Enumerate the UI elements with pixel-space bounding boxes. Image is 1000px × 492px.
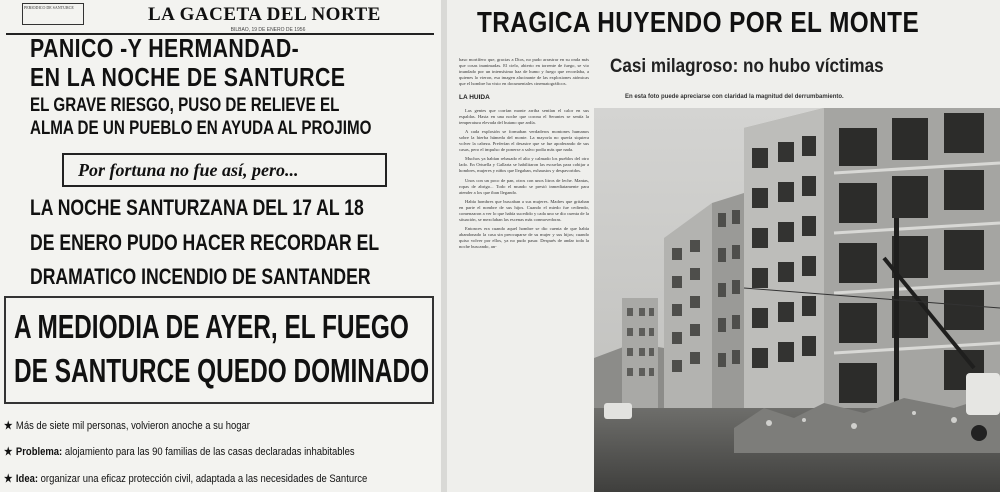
section-heading: LA HUIDA — [459, 94, 490, 102]
article-paragraph: Había hombres que buscaban a sus mujeres. Madres que gritaban en parte el nombre de sus hijos. Cuando el miedo fue cediendo, comenzaron a ver lo que había sucedido y cada uno se dio cuenta de la situación, se mezclaban las escenas más conmovedoras. — [459, 198, 589, 223]
headline-mediodia: A MEDIODIA DE AYER, EL FUEGO — [14, 308, 409, 345]
star-bullet-icon: ★ — [4, 473, 13, 485]
page-subtitle: Casi milagroso: no hubo víctimas — [610, 56, 884, 77]
headline-incendio-santander: DRAMATICO INCENDIO DE SANTANDER — [30, 264, 371, 289]
article-paragraph: A cada explosión se formaban verdaderos montones humanos sobre la hierba húmeda del monte. La mayoría no quería siquiera volver la cabeza. Preferían el desastre que se fue apoderando de sus casas, pero el impulso de ponerse a salvo podía más que nada. — [459, 128, 589, 153]
masthead-box — [22, 3, 84, 25]
left-newspaper-page — [0, 0, 441, 492]
star-bullet-icon: ★ — [4, 446, 13, 458]
photo-caption: En esta foto puede apreciarse con claridad la magnitud del derrumbamiento. — [625, 94, 844, 100]
masthead-title: LA GACETA DEL NORTE — [148, 4, 381, 25]
article-paragraph: Muchos ya habían rebasado el alto y calmado los pueblos del otro lado. En Ortuella y Gallarta se habilitaron las escuelas para cobijar a hombres, mujeres y niños que llegaban, exhaustos y despavoridos. — [459, 156, 589, 174]
masthead-date: BILBAO, 19 DE ENERO DE 1956 — [230, 27, 306, 33]
page-title: TRAGICA HUYENDO POR EL MONTE — [477, 7, 920, 39]
headline-enero: DE ENERO PUDO HACER RECORDAR EL — [30, 230, 380, 255]
headline-noche-santurce: EN LA NOCHE DE SANTURCE — [30, 62, 346, 92]
star-bullet-icon: ★ — [4, 420, 13, 432]
article-paragraph: Las gentes que corrían monte arriba sentían el calor en sus espaldas. Hasta en una noche que corona el Serantes se sentía la temperatura elevada del butano que ardía. — [459, 107, 589, 125]
boxed-phrase: Por fortuna no fue así, pero... — [78, 160, 299, 180]
boxed-phrase-frame — [62, 153, 387, 187]
headline-noche-santurzana: LA NOCHE SANTURZANA DEL 17 AL 18 — [30, 195, 364, 220]
bullet-item: ★ Más de siete mil personas, volvieron anoche a su hogar — [4, 420, 250, 432]
headline-grave-riesgo: EL GRAVE RIESGO, PUSO DE RELIEVE EL — [30, 95, 340, 116]
headline-panico: PANICO -Y HERMANDAD- — [30, 33, 300, 63]
article-paragraph: Entonces era cuando aquel hombre se dio cuenta de que había abandonado la casa sin preocuparse de su mujer y sus hijos; cuando quiso volver por ellos, ya no pudo pasar. Después de andar toda la noche buscando, an- — [459, 226, 589, 250]
bullet-item: ★ Problema: alojamiento para las 90 familias de las casas declaradas inhabitables — [4, 446, 355, 458]
article-intro: baso mortífero que, gracias a Dios, no pudo arrastrar en su onda más que cosas inanimadas. El cielo, abierto en torrente de fuego, se vio inundado por un intensísimo haz de humo y fuego que recordaba, a quienes lo vieron, esa imagen alucinante de las explosiones atómicas que el hombre ha visto en documentales cinematográficos. — [459, 57, 589, 87]
main-headline-frame — [4, 296, 434, 404]
damaged-building-photo — [594, 108, 1000, 492]
bullet-item: ★ Idea: organizar una eficaz protección civil, adaptada a las necesidades de Santurce — [4, 473, 368, 485]
headline-alma-pueblo: ALMA DE UN PUEBLO EN AYUDA AL PROJIMO — [30, 118, 372, 139]
damaged-building-illustration — [594, 108, 1000, 492]
article-paragraph: Unos con un poco de pan, otros con unos litros de leche. Mantas, ropas de abrigo... Todo el mundo se prestó inmediatamente para atender a los que iban llegando. — [459, 177, 589, 195]
article-column — [459, 57, 589, 254]
masthead-box-text: PERIODICO DE SANTURCE — [24, 5, 74, 10]
headline-fuego-dominado: DE SANTURCE QUEDO DOMINADO — [14, 352, 430, 389]
right-magazine-page — [447, 0, 1000, 492]
